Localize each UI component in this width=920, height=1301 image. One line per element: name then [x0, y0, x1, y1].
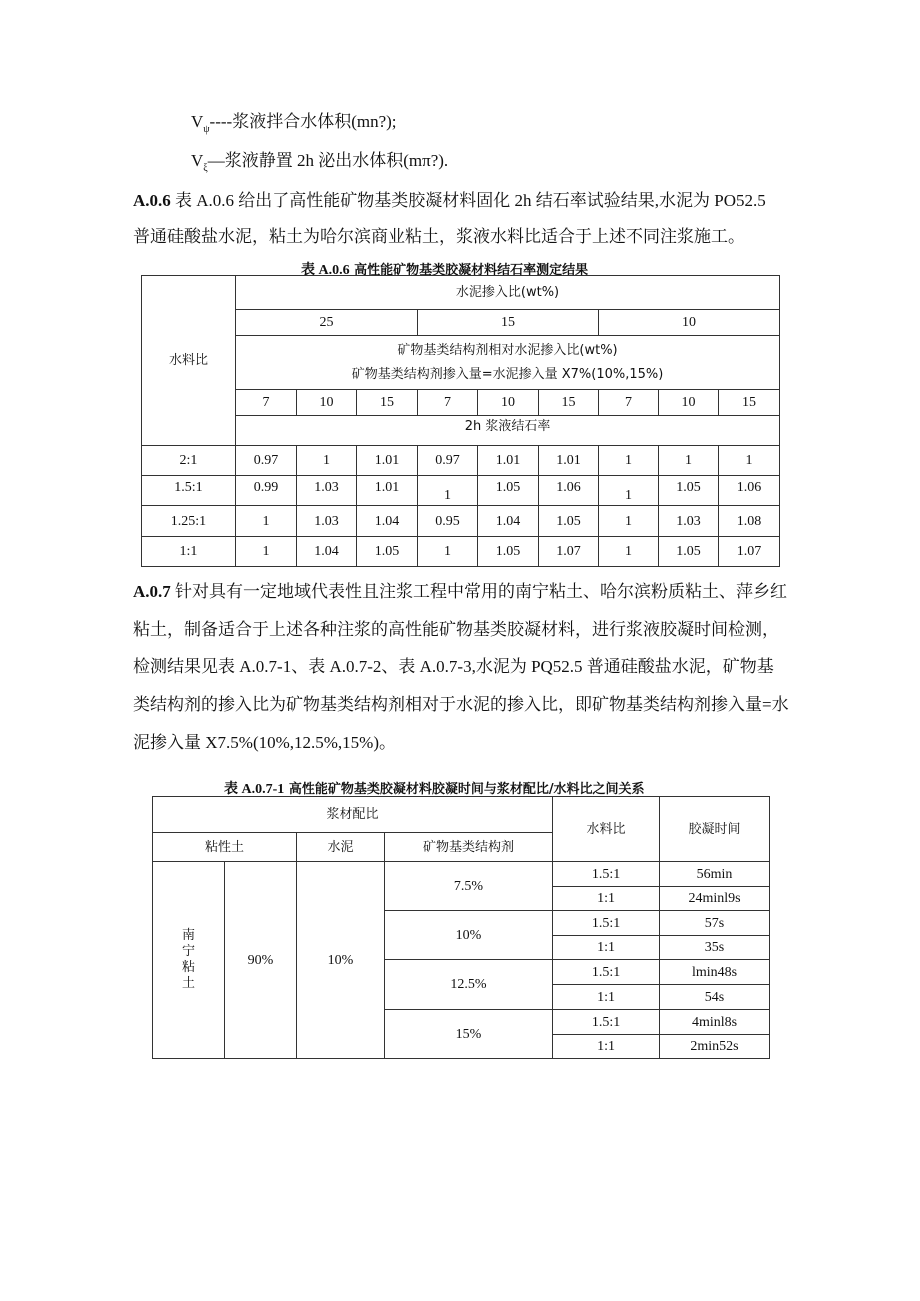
value-cell: 1.03 — [297, 476, 357, 506]
value-cell: 1.08 — [719, 506, 780, 537]
value-cell: 1.03 — [659, 506, 719, 537]
agent-value: 7 — [236, 390, 297, 416]
table-a071-caption — [224, 778, 645, 798]
table-a06 — [141, 275, 780, 567]
value-cell: 1 — [599, 446, 659, 476]
section-number: A.0.6 — [133, 191, 171, 210]
agent-value: 7 — [418, 390, 478, 416]
value-cell: 1.05 — [478, 537, 539, 567]
variable-symbol: V — [191, 112, 204, 131]
value-cell: 1 — [236, 537, 297, 567]
table-row — [142, 446, 780, 476]
value-cell: 1 — [236, 506, 297, 537]
value-cell: 1.07 — [539, 537, 599, 567]
section-a07-line-2: 粘土，制备适合于上述各种注浆的高性能矿物基类胶凝材料，进行浆液胶凝时间检测， — [133, 620, 779, 639]
value-cell: 1.05 — [357, 537, 418, 567]
ratio-cell: 1:1 — [553, 936, 660, 960]
ratio-cell: 1.5:1 — [553, 862, 660, 887]
value-cell: 1.01 — [539, 446, 599, 476]
time-cell: 35s — [660, 936, 770, 960]
value-cell: 0.97 — [418, 446, 478, 476]
agent-header-line: 矿物基类结构剂相对水泥掺入比(wt%) — [397, 342, 618, 358]
agent-value: 7 — [599, 390, 659, 416]
ratio-cell: 1:1 — [553, 887, 660, 911]
cement-pct-cell: 10% — [297, 862, 385, 1059]
value-cell: 1.04 — [357, 506, 418, 537]
section-a07-line-3: 检测结果见表 A.0.7-1、表 A.0.7-2、表 A.0.7-3,水泥为 PQ52.5 普通硅酸盐水泥，矿物基 — [133, 657, 774, 676]
value-cell: 0.99 — [236, 476, 297, 506]
value-cell: 1 — [297, 446, 357, 476]
value-cell: 1 — [418, 476, 478, 506]
ratio-cell: 1.5:1 — [553, 911, 660, 936]
header-cement-ratio: 水泥掺入比(wt%) — [236, 276, 780, 310]
variable-definition-bleed-water — [191, 150, 448, 180]
clay-name: 南宁粘土 — [181, 928, 195, 991]
value-cell: 1.03 — [297, 506, 357, 537]
agent-value: 15 — [719, 390, 780, 416]
time-cell: 57s — [660, 911, 770, 936]
agent-value: 15 — [357, 390, 418, 416]
table-title: 高性能矿物基类胶凝材料胶凝时间与浆材配比/水料比之间关系 — [288, 782, 645, 797]
header-agent: 矿物基类结构剂 — [385, 833, 553, 862]
table-row — [142, 537, 780, 567]
value-cell: 1.01 — [357, 446, 418, 476]
variable-subscript: ξ — [203, 163, 208, 174]
section-a07-line-5: 泥掺入量 X7.5%(10%,12.5%,15%)。 — [133, 733, 396, 752]
agent-cell: 7.5% — [385, 862, 553, 911]
ratio-cell: 1.25:1 — [142, 506, 236, 537]
value-cell: 1.05 — [478, 476, 539, 506]
table-a071 — [152, 796, 770, 1059]
time-cell: 56min — [660, 862, 770, 887]
ratio-cell: 1.5:1 — [553, 960, 660, 985]
variable-definition-mix-water — [191, 111, 397, 141]
clay-pct-cell: 90% — [225, 862, 297, 1059]
agent-value: 10 — [297, 390, 357, 416]
ratio-cell: 1:1 — [553, 1035, 660, 1059]
value-cell: 1 — [599, 506, 659, 537]
time-cell: lmin48s — [660, 960, 770, 985]
value-cell: 1.04 — [478, 506, 539, 537]
value-cell: 1.05 — [659, 476, 719, 506]
value-cell: 1 — [659, 446, 719, 476]
cement-value: 25 — [236, 310, 418, 336]
variable-symbol: V — [191, 151, 204, 170]
header-water-ratio: 水料比 — [553, 797, 660, 862]
header-agent-ratio — [236, 336, 780, 390]
time-cell: 24minl9s — [660, 887, 770, 911]
variable-description: ----浆液拌合水体积(mn?); — [209, 112, 397, 131]
ratio-cell: 1.5:1 — [553, 1010, 660, 1035]
paragraph-text: 针对具有一定地域代表性且注浆工程中常用的南宁粘土、哈尔滨粉质粘土、萍乡红 — [175, 582, 788, 601]
table-row — [142, 506, 780, 537]
cement-value: 10 — [599, 310, 780, 336]
agent-cell: 12.5% — [385, 960, 553, 1010]
value-cell: 1 — [599, 537, 659, 567]
value-cell: 1 — [719, 446, 780, 476]
time-cell: 2min52s — [660, 1035, 770, 1059]
table-row — [142, 476, 780, 506]
clay-name-cell — [153, 862, 225, 1059]
table-number: 表 A.0.7-1 — [224, 782, 285, 797]
agent-value: 15 — [539, 390, 599, 416]
header-gel-time: 胶凝时间 — [660, 797, 770, 862]
section-a06-line-2: 普通硅酸盐水泥，粘土为哈尔滨商业粘土，浆液水料比适合于上述不同注浆施工。 — [133, 227, 745, 246]
value-cell: 1.05 — [539, 506, 599, 537]
header-water-ratio: 水料比 — [142, 276, 236, 446]
ratio-cell: 1:1 — [553, 985, 660, 1010]
ratio-cell: 1.5:1 — [142, 476, 236, 506]
section-a06-line-1 — [133, 190, 766, 212]
header-cement: 水泥 — [297, 833, 385, 862]
agent-cell: 10% — [385, 911, 553, 960]
header-stone-rate: 2h 浆液结石率 — [236, 416, 780, 446]
agent-value: 10 — [659, 390, 719, 416]
section-a07-line-4: 类结构剂的掺入比为矿物基类结构剂相对于水泥的掺入比，即矿物基类结构剂掺入量=水 — [133, 695, 789, 714]
ratio-cell: 1:1 — [142, 537, 236, 567]
value-cell: 1.05 — [659, 537, 719, 567]
cement-value: 15 — [418, 310, 599, 336]
variable-subscript: ψ — [203, 124, 210, 135]
table-number: 表 A.0.6 — [301, 263, 350, 278]
agent-cell: 15% — [385, 1010, 553, 1059]
time-cell: 4minl8s — [660, 1010, 770, 1035]
ratio-cell: 2:1 — [142, 446, 236, 476]
value-cell: 1.01 — [357, 476, 418, 506]
paragraph-text: 表 A.0.6 给出了高性能矿物基类胶凝材料固化 2h 结石率试验结果,水泥为 PO52.5 — [175, 191, 766, 210]
value-cell: 1.06 — [539, 476, 599, 506]
agent-value: 10 — [478, 390, 539, 416]
variable-description: —浆液静置 2h 泌出水体积(mπ?). — [207, 151, 449, 170]
header-clay: 粘性土 — [153, 833, 297, 862]
section-a07-line-1 — [133, 581, 787, 603]
section-number: A.0.7 — [133, 582, 171, 601]
value-cell: 1 — [599, 476, 659, 506]
value-cell: 0.97 — [236, 446, 297, 476]
value-cell: 1.04 — [297, 537, 357, 567]
time-cell: 54s — [660, 985, 770, 1010]
header-mix-ratio: 浆材配比 — [153, 797, 553, 833]
table-title: 高性能矿物基类胶凝材料结石率测定结果 — [354, 263, 589, 278]
value-cell: 1 — [418, 537, 478, 567]
agent-formula-line: 矿物基类结构剂掺入量=水泥掺入量 X7%(10%,15%) — [351, 366, 664, 382]
value-cell: 1.06 — [719, 476, 780, 506]
value-cell: 0.95 — [418, 506, 478, 537]
table-row — [153, 862, 770, 887]
value-cell: 1.01 — [478, 446, 539, 476]
value-cell: 1.07 — [719, 537, 780, 567]
